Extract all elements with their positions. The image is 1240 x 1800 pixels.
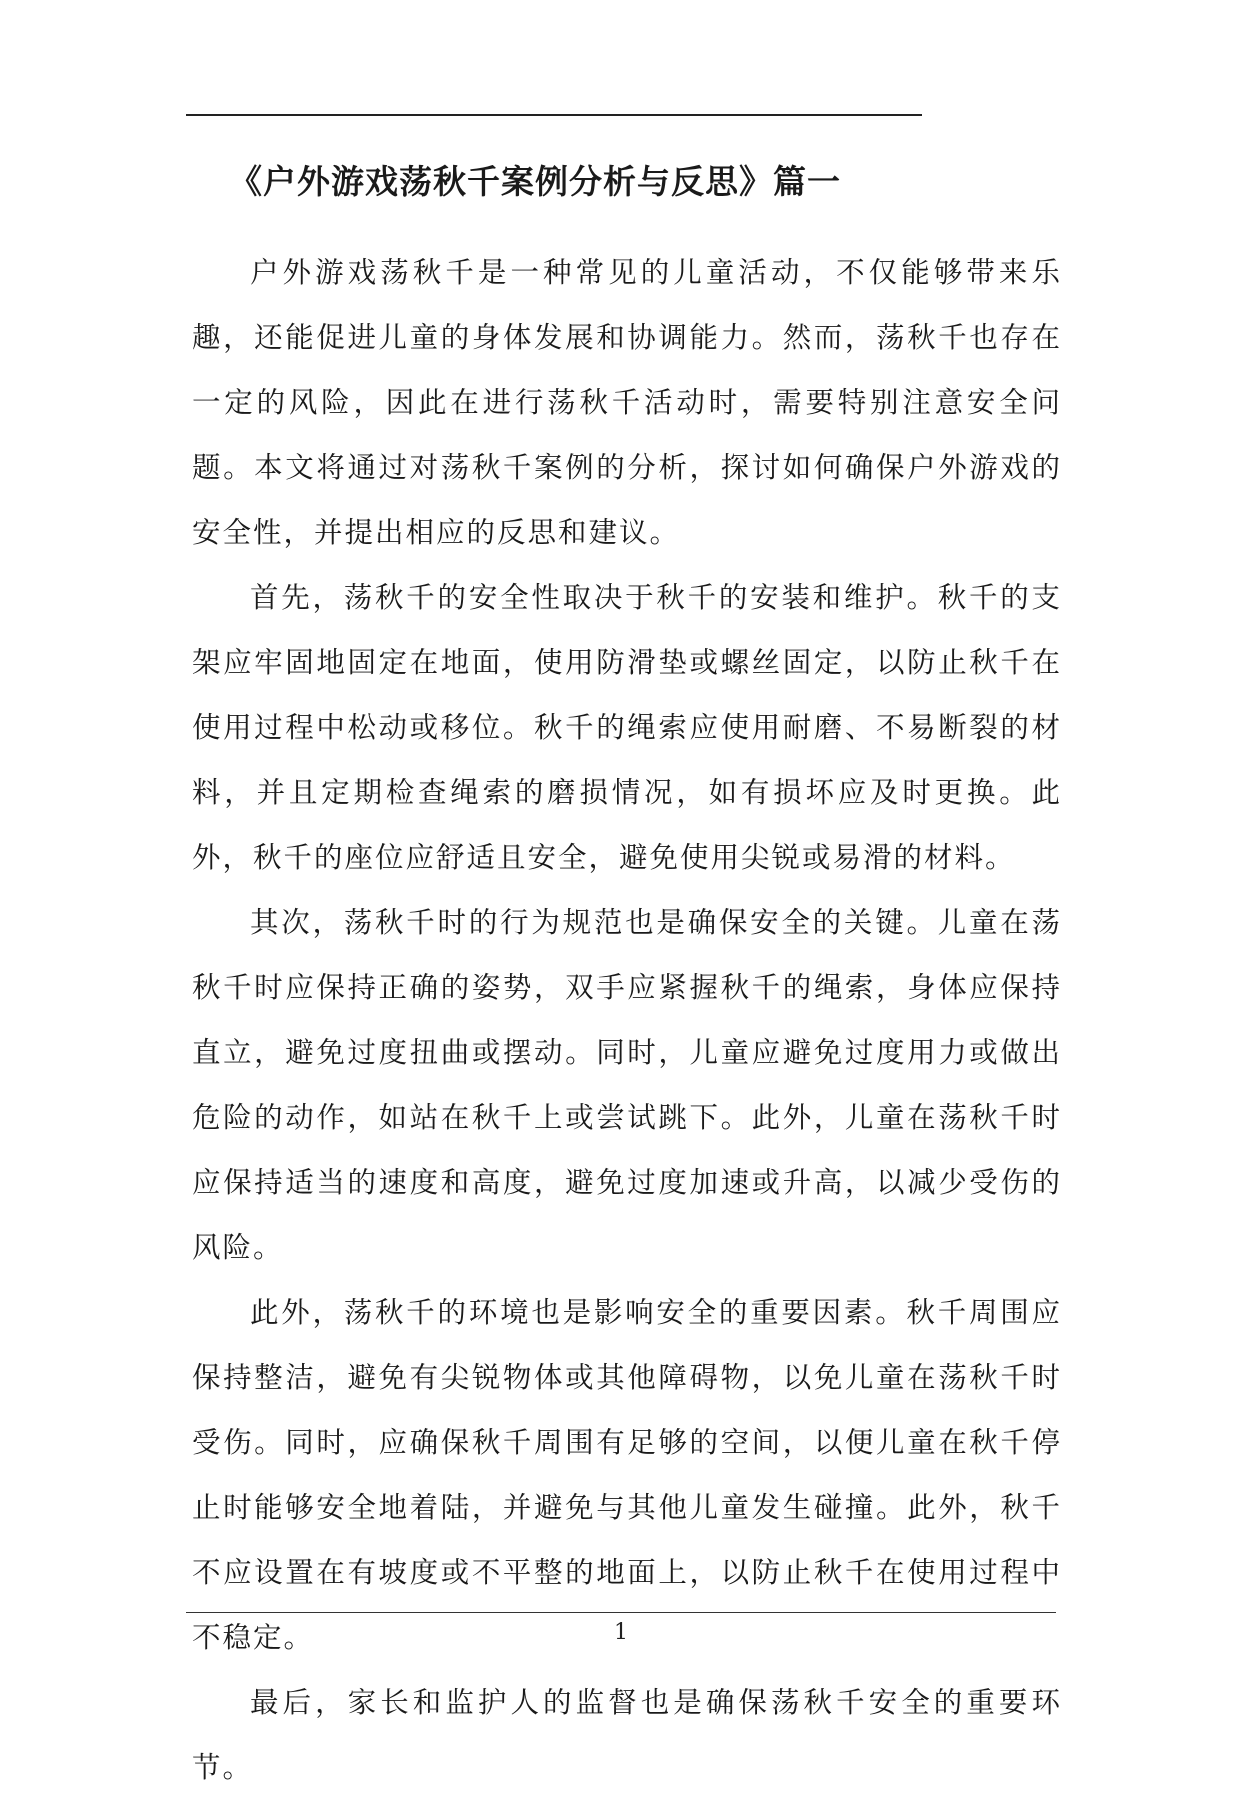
paragraph: 户外游戏荡秋千是一种常见的儿童活动，不仅能够带来乐趣，还能促进儿童的身体发展和协调能力。然而，荡秋千也存在一定的风险，因此在进行荡秋千活动时，需要特别注意安全问题。本文将通过对荡秋千案例的分析，探讨如何确保户外游戏的安全性，并提出相应的反思和建议。 [192, 256, 1062, 549]
document-title: 《户外游戏荡秋千案例分析与反思》篇一 [229, 162, 841, 201]
paragraph: 此外，荡秋千的环境也是影响安全的重要因素。秋千周围应保持整洁，避免有尖锐物体或其他障碍物，以免儿童在荡秋千时受伤。同时，应确保秋千周围有足够的空间，以便儿童在秋千停止时能够安全地着陆，并避免与其他儿童发生碰撞。此外，秋千不应设置在有坡度或不平整的地面上，以防止秋千在使用过程中不稳定。 [192, 1296, 1062, 1654]
document-body [192, 240, 1062, 1800]
page-number: 1 [614, 1620, 628, 1645]
footer-divider [186, 1612, 1056, 1613]
paragraph: 最后，家长和监护人的监督也是确保荡秋千安全的重要环节。 [192, 1686, 1062, 1784]
paragraph: 首先，荡秋千的安全性取决于秋千的安装和维护。秋千的支架应牢固地固定在地面，使用防滑垫或螺丝固定，以防止秋千在使用过程中松动或移位。秋千的绳索应使用耐磨、不易断裂的材料，并且定期检查绳索的磨损情况，如有损坏应及时更换。此外，秋千的座位应舒适且安全，避免使用尖锐或易滑的材料。 [192, 581, 1062, 874]
header-divider [186, 114, 922, 116]
paragraph: 其次，荡秋千时的行为规范也是确保安全的关键。儿童在荡秋千时应保持正确的姿势，双手应紧握秋千的绳索，身体应保持直立，避免过度扭曲或摆动。同时，儿童应避免过度用力或做出危险的动作，如站在秋千上或尝试跳下。此外，儿童在荡秋千时应保持适当的速度和高度，避免过度加速或升高，以减少受伤的风险。 [192, 906, 1062, 1264]
